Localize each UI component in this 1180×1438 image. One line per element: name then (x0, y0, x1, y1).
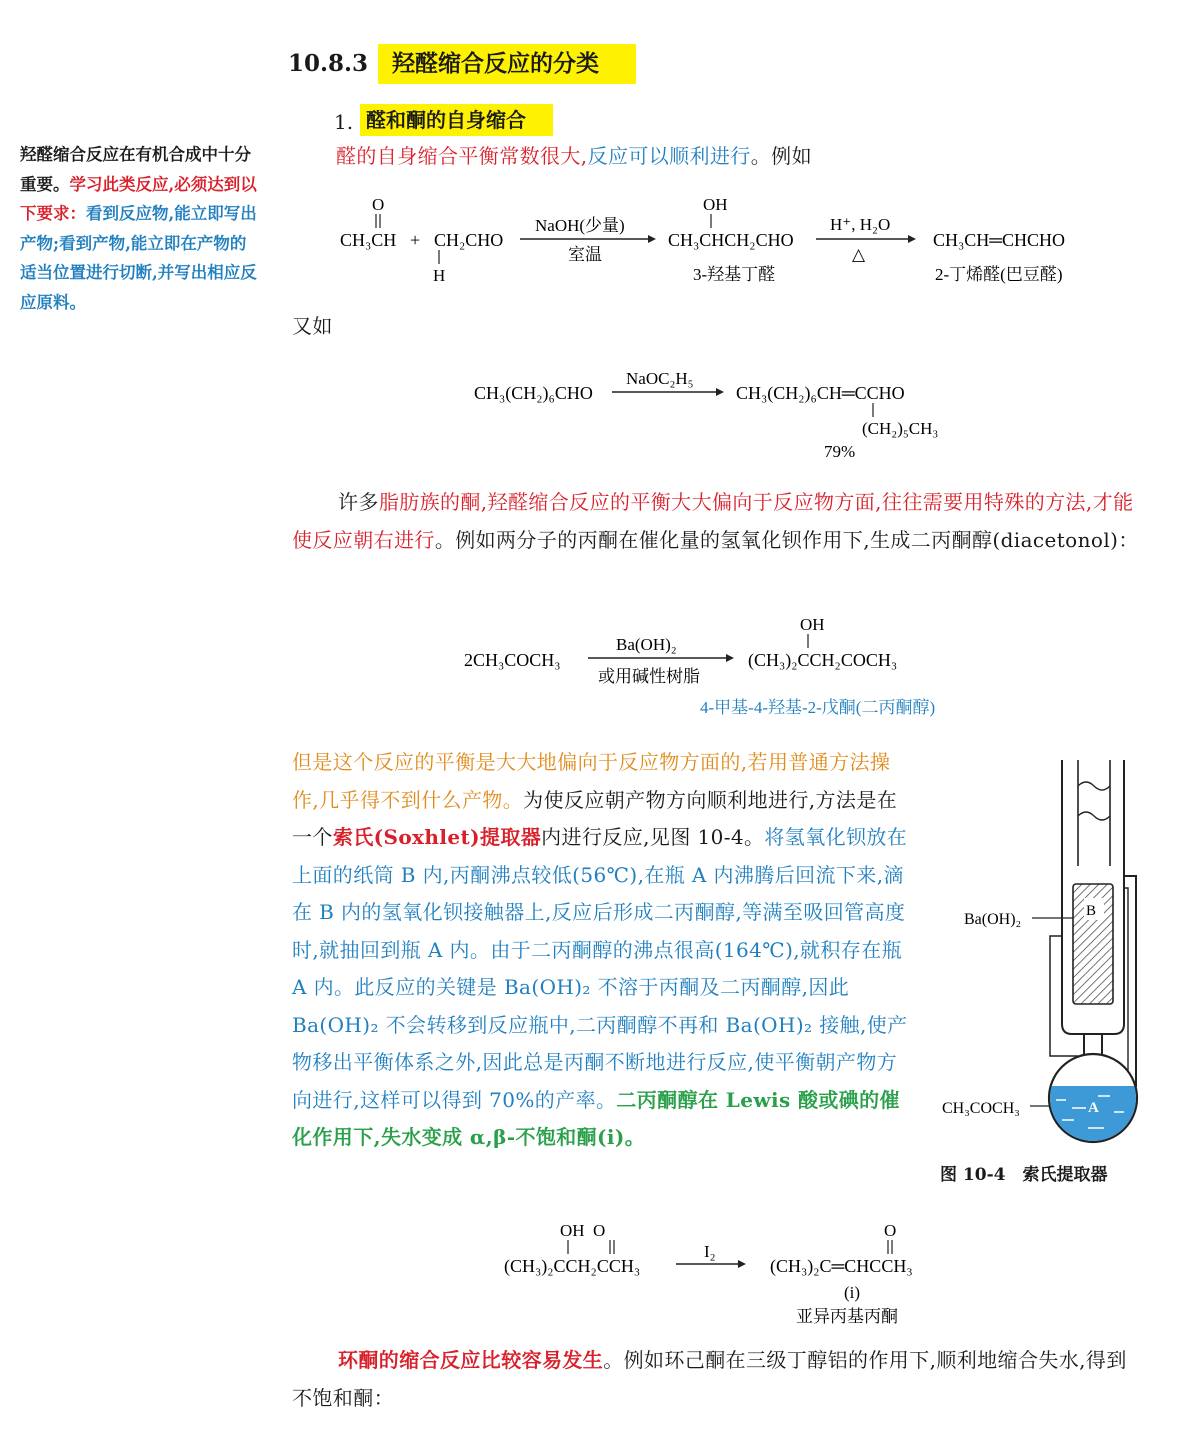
sidebar-note-part2: 学习此类反应,必须达到以下要求： (20, 174, 257, 223)
para3-orange: 但是这个反应的平衡是大大地偏向于反应物方面的,若用普通方法操作,几乎得不到什么产物。 (292, 750, 891, 812)
reaction-1 (330, 188, 1110, 298)
section-number: 10.8.3 (288, 50, 369, 77)
r1-reactant2: CH₂CHO (434, 230, 504, 250)
r1-reactant: CH₃CH (340, 230, 397, 250)
section-title: 羟醛缩合反应的分类 (378, 44, 636, 84)
r3-condition-bottom: 或用碱性树脂 (598, 667, 700, 686)
p1-name: 3-羟基丁醛 (693, 265, 776, 284)
paragraph-2 (292, 484, 1140, 559)
r1-condition-top: NaOH(少量) (535, 216, 625, 235)
para3-dark2: 内进行反应,见图 10-4。 (541, 825, 765, 849)
paragraph-4 (292, 1342, 1144, 1417)
p2-formula: CH₃CH═CHCHO (933, 230, 1066, 250)
r1-heat: △ (852, 245, 866, 264)
r1-condition-bottom: 室温 (568, 245, 602, 264)
p2-name: 2-丁烯醛(巴豆醛) (935, 265, 1063, 284)
r3-product-name: 4-甲基-4-羟基-2-戊酮(二丙酮醇) (700, 698, 936, 717)
r3-product: (CH₃)₂CCH₂COCH₃ (748, 650, 898, 670)
intro-line (336, 138, 1136, 176)
reaction-2 (470, 360, 970, 470)
figure-caption: 图 10-4 索氏提取器 (940, 1165, 1108, 1185)
para3-red: 索氏(Soxhlet)提取器 (332, 825, 542, 849)
para3-green: 二丙酮醇在 Lewis 酸或碘的催化作用下,失水变成 α,β-不饱和酮(i)。 (292, 1087, 900, 1149)
r2-product: CH₃(CH₂)₆CH═CCHO (736, 383, 905, 403)
r4-product-o: O (884, 1221, 897, 1240)
para3-dark1: 为使反应朝产物方向顺利地进行,方法是在一个 (292, 787, 898, 849)
flask-liquid (1046, 1086, 1142, 1146)
sidebar-note-part3: 看到反应物,能立即写出产物;看到产物,能立即在产物的适当位置进行切断,并写出相应反应原料。 (20, 204, 257, 312)
para4-red: 环酮的缩合反应比较容易发生 (338, 1348, 604, 1372)
r1-carbonyl-o: O (372, 195, 385, 214)
label-a: A (1088, 1100, 1099, 1116)
reaction-3 (460, 610, 980, 720)
para4-rest: 。例如环己酮在三级丁醇铝的作用下,顺利地缩合失水,得到不饱和酮： (292, 1348, 1127, 1410)
paragraph-3 (292, 744, 916, 1157)
soxhlet-figure (938, 756, 1158, 1196)
intro-red: 醛的自身缩合平衡常数很大, (336, 144, 588, 168)
r4-product-tag: (i) (844, 1283, 861, 1302)
p1-formula: CH₃CHCH₂CHO (668, 230, 794, 250)
para2-lead: 许多 (338, 490, 379, 514)
r2-product-branch: (CH₂)₅CH₃ (862, 419, 939, 438)
intro-blue: 反应可以顺利进行 (587, 144, 751, 168)
r3-reactant: 2CH₃COCH₃ (464, 650, 561, 670)
r1-reactant2-h: H (433, 266, 446, 285)
para2-red: 脂肪族的酮,羟醛缩合反应的平衡大大偏向于反应物方面,往往需要用特殊的方法,才能使反应朝右进行 (292, 490, 1134, 552)
r4-reactant: (CH₃)₂CCH₂CCH₃ (504, 1256, 641, 1276)
para3-blue: 将氢氧化钡放在上面的纸筒 B 内,丙酮沸点较低(56℃),在瓶 A 内沸腾后回流下来,滴在 B 内的氢氧化钡接触器上,反应后形成二丙酮醇,等满至吸回管高度时,就抽回到瓶 A 内。由于二丙酮醇的沸点很高(164℃),就积存在瓶 A 内。此反应的关键是 Ba(OH)₂ 不溶于丙酮及二丙酮醇,因此 Ba(OH)₂ 不会转移到反应瓶中,二丙酮醇不再和 Ba(OH)₂ 接触,使产物移出平衡体系之外,因此总是丙酮不断地进行反应,使平衡朝产物方向进行,这样可以得到 70%的产率。 (292, 825, 908, 1112)
p1-oh: OH (703, 195, 728, 214)
subsection-title: 醛和酮的自身缩合 (360, 104, 553, 136)
reaction-4 (500, 1212, 980, 1332)
sidebar-note-part1: 羟醛缩合反应在有机合成中十分重要。 (20, 145, 251, 194)
r4-product: (CH₃)₂C═CHCCH₃ (770, 1256, 913, 1276)
r3-condition-top: Ba(OH)₂ (616, 635, 677, 654)
intro-rest: 。例如 (750, 144, 812, 168)
r2-condition: NaOC₂H₅ (626, 369, 694, 388)
subsection-number: 1. (334, 110, 354, 134)
label-b: B (1086, 903, 1097, 919)
r4-condition: I₂ (704, 1242, 716, 1261)
sidebar-note (20, 140, 260, 317)
label-ba-oh: Ba(OH)₂ (964, 911, 1022, 928)
r2-yield: 79% (824, 442, 856, 461)
r4-product-name: 亚异丙基丙酮 (796, 1307, 898, 1326)
r1-condition2: H⁺, H₂O (830, 215, 891, 234)
label-acetone: CH₃COCH₃ (942, 1100, 1020, 1117)
r2-reactant: CH₃(CH₂)₆CHO (474, 383, 593, 403)
again-label: 又如 (292, 314, 333, 338)
para2-rest: 。例如两分子的丙酮在催化量的氢氧化钡作用下,生成二丙酮醇(diacetonol)： (434, 527, 1139, 552)
r1-plus: + (410, 230, 421, 250)
r4-reactant-top: OH O (560, 1221, 606, 1240)
r3-product-oh: OH (800, 615, 825, 634)
